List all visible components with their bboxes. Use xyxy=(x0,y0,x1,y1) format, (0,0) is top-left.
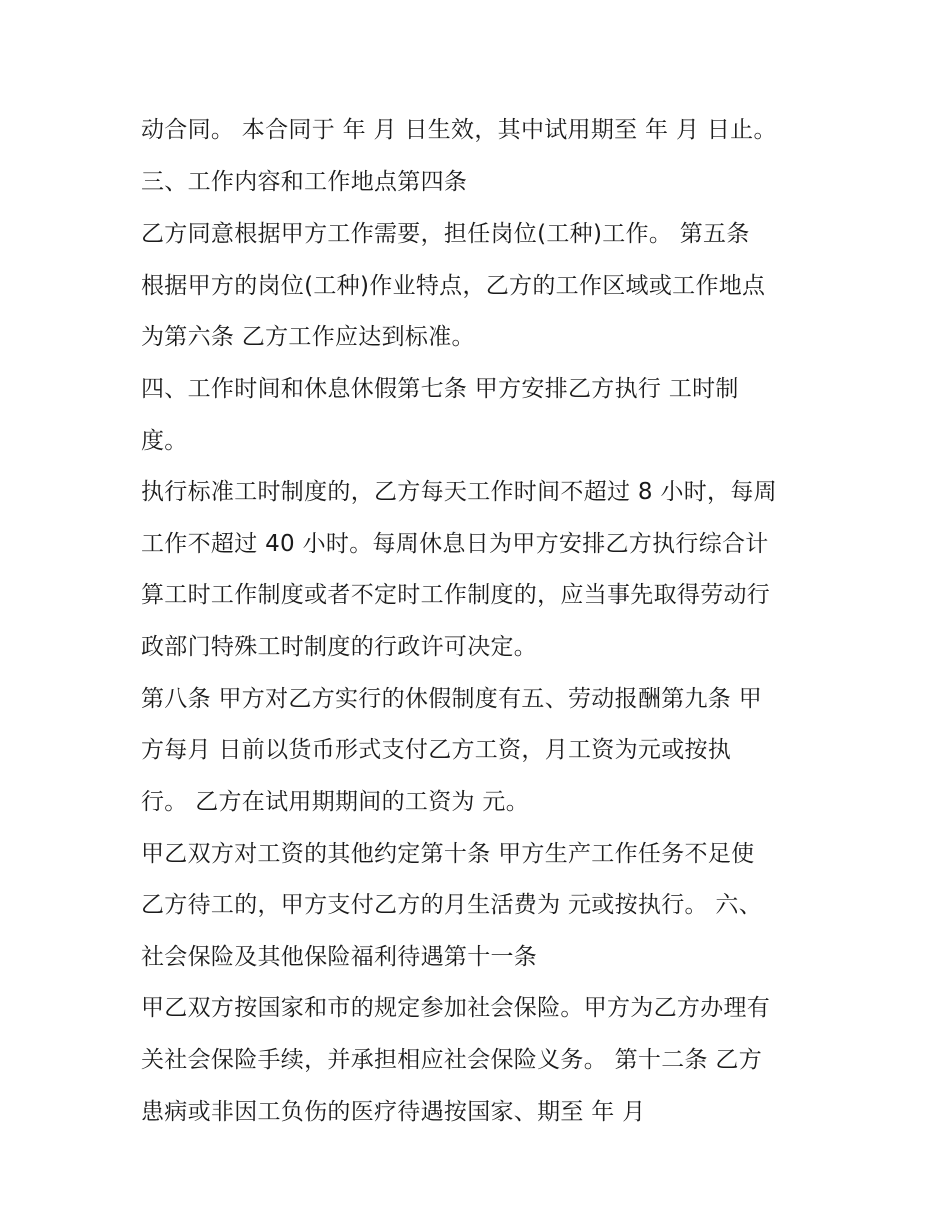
text-line: 三、工作内容和工作地点第四条 xyxy=(141,169,468,195)
text-line: 算工时工作制度或者不定时工作制度的，应当事先取得劳动行 xyxy=(141,582,771,608)
text-line: 政部门特殊工时制度的行政许可决定。 xyxy=(141,634,538,660)
text-line: 根据甲方的岗位(工种)作业特点，乙方的工作区域或工作地点 xyxy=(141,273,766,299)
text-line: 患病或非因工负伤的医疗待遇按国家、期至 年 月 xyxy=(141,1099,646,1125)
text-line: 度。 xyxy=(141,428,188,454)
text-line: 四、工作时间和休息休假第七条 甲方安排乙方执行 工时制 xyxy=(141,376,739,402)
text-line: 方每月 日前以货币形式支付乙方工资，月工资为元或按执 xyxy=(141,737,732,763)
text-line: 社会保险及其他保险福利待遇第十一条 xyxy=(141,944,538,970)
text-line: 关社会保险手续，并承担相应社会保险义务。 第十二条 乙方 xyxy=(141,1047,763,1073)
text-line: 行。 乙方在试用期期间的工资为 元。 xyxy=(141,789,530,815)
text-line: 执行标准工时制度的，乙方每天工作时间不超过 8 小时，每周 xyxy=(141,479,777,505)
text-line: 动合同。 本合同于 年 月 日生效，其中试用期至 年 月 日止。 xyxy=(141,117,777,143)
text-line: 乙方同意根据甲方工作需要，担任岗位(工种)工作。 第五条 xyxy=(141,221,750,247)
text-line: 为第六条 乙方工作应达到标准。 xyxy=(141,324,475,350)
text-line: 工作不超过 40 小时。每周休息日为甲方安排乙方执行综合计 xyxy=(141,531,769,557)
text-line: 甲乙双方按国家和市的规定参加社会保险。甲方为乙方办理有 xyxy=(141,995,771,1021)
text-line: 第八条 甲方对乙方实行的休假制度有五、劳动报酬第九条 甲 xyxy=(141,686,763,712)
text-line: 甲乙双方对工资的其他约定第十条 甲方生产工作任务不足使 xyxy=(141,841,755,867)
text-line: 乙方待工的，甲方支付乙方的月生活费为 元或按执行。 六、 xyxy=(141,892,763,918)
